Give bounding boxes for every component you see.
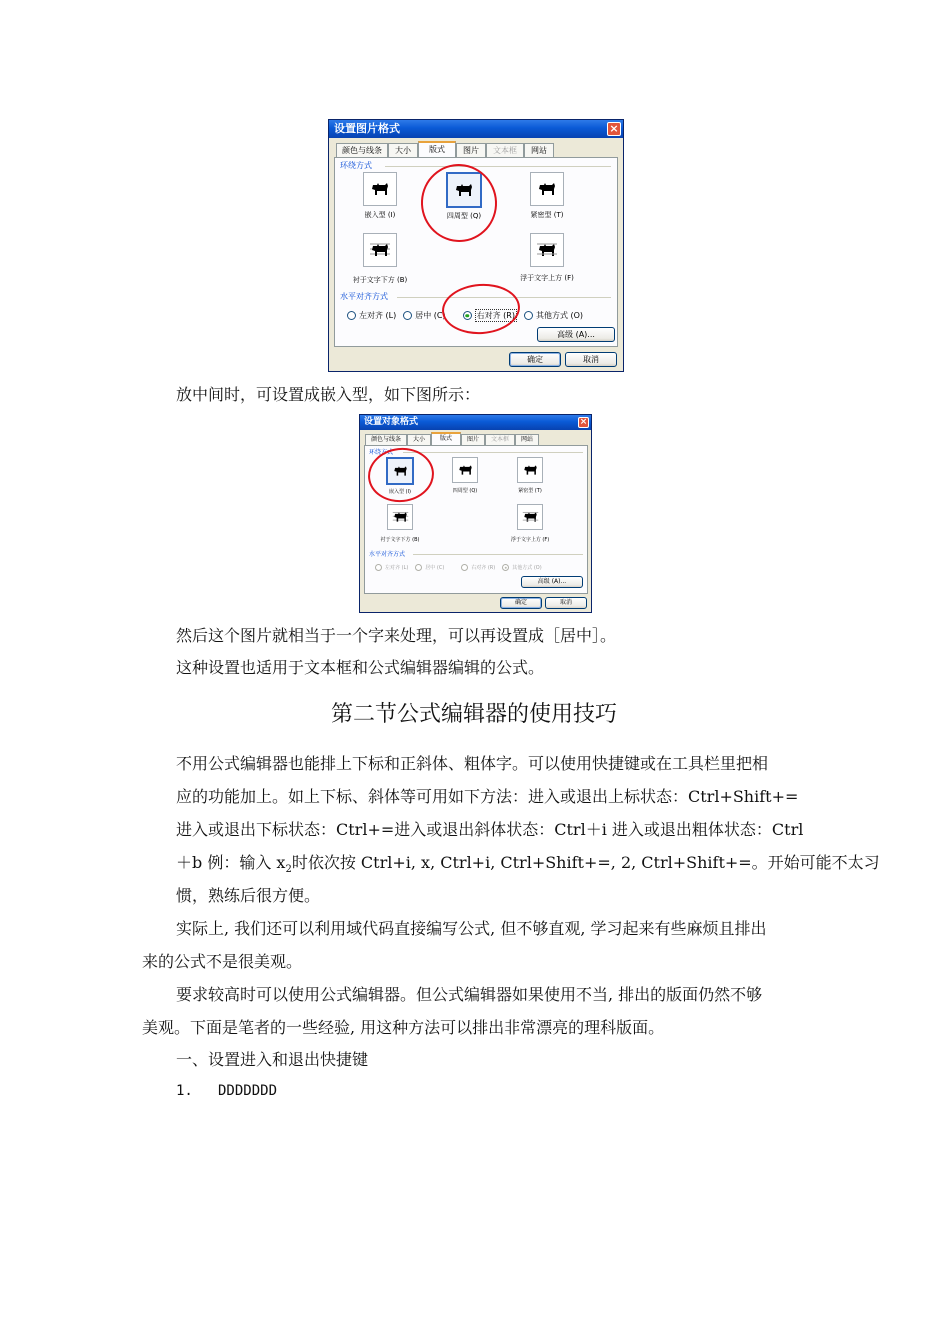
radio-left [375, 564, 408, 571]
paragraph-line: 实际上, 我们还可以利用域代码直接编写公式, 但不够直观, 学习起来有些麻烦且排出 [176, 919, 767, 938]
paragraph-line: 惯，熟练后很方便。 [176, 886, 321, 905]
radio-button[interactable] [524, 311, 533, 320]
in-front-of-text-wrap-icon [517, 504, 543, 530]
wrap-style-label: 环绕方式 [369, 449, 394, 456]
wrap-option-tight[interactable] [510, 457, 550, 494]
paragraph-line: 应的功能加上。如上下标、斜体等可用如下方法：进入或退出上标状态：Ctrl+Shift+= [176, 787, 799, 806]
divider [397, 297, 611, 298]
radio-left[interactable] [347, 310, 396, 321]
in-front-of-text-wrap-icon [530, 233, 564, 267]
paragraph: 一、设置进入和退出快捷键 [176, 1050, 369, 1069]
list-item [176, 1083, 277, 1099]
radio-button[interactable] [347, 311, 356, 320]
tab-size[interactable]: 大小 [388, 143, 418, 157]
tab-colors-lines[interactable]: 颜色与线条 [365, 434, 407, 445]
dialog-title: 设置图片格式 [334, 122, 400, 135]
wrap-option-in-front-of-text[interactable] [503, 504, 557, 543]
wrap-option-inline[interactable] [380, 457, 420, 495]
wrap-option-square[interactable] [445, 457, 485, 494]
paragraph-line: 要求较高时可以使用公式编辑器。但公式编辑器如果使用不当, 排出的版面仍然不够 [176, 985, 763, 1004]
radio-label: 其他方式 (O) [512, 565, 542, 571]
tight-wrap-icon [530, 172, 564, 206]
square-wrap-icon [446, 172, 482, 208]
radio-button [461, 564, 468, 571]
wrap-label: 四周型 (Q) [446, 212, 482, 220]
wrap-label: 浮于文字上方 (F) [510, 537, 550, 543]
radio-label: 右对齐 (R) [476, 311, 515, 320]
wrap-option-in-front-of-text[interactable] [513, 233, 581, 283]
advanced-button[interactable]: 高级 (A)... [537, 327, 615, 342]
square-wrap-icon [452, 457, 478, 483]
tab-size[interactable]: 大小 [407, 434, 431, 445]
radio-center [415, 564, 444, 571]
radio-label: 左对齐 (L) [385, 565, 409, 571]
close-icon[interactable]: × [579, 417, 588, 427]
horizontal-alignment-label: 水平对齐方式 [369, 551, 406, 558]
tab-layout[interactable]: 版式 [431, 432, 461, 445]
close-icon[interactable]: × [607, 122, 621, 136]
divider [385, 166, 611, 167]
wrap-label: 衬于文字下方 (B) [380, 537, 420, 543]
wrap-option-tight[interactable] [522, 172, 572, 220]
wrap-option-inline[interactable] [355, 172, 405, 220]
tab-web[interactable]: 网站 [515, 434, 539, 445]
section-heading: 第二节公式编辑器的使用技巧 [331, 702, 618, 727]
divider [413, 554, 583, 555]
format-object-dialog [359, 414, 592, 613]
radio-label: 其他方式 (O) [535, 311, 584, 320]
paragraph-line: 进入或退出下标状态：Ctrl+=进入或退出斜体状态：Ctrl＋i 进入或退出粗体状态：Ctrl [176, 820, 804, 839]
radio-label: 右对齐 (R) [471, 565, 496, 571]
radio-label: 居中 (C) [425, 565, 445, 571]
text-run: 时依次按 Ctrl+i, x, Ctrl+i, Ctrl+Shift+=, 2, Ctrl+Shift+=。开始可能不太习 [291, 853, 880, 872]
subscript: 2 [285, 864, 292, 876]
radio-other[interactable] [524, 310, 583, 321]
tab-colors-lines[interactable]: 颜色与线条 [336, 143, 388, 157]
tight-wrap-icon [517, 457, 543, 483]
wrap-option-square[interactable] [439, 172, 489, 221]
radio-button [502, 564, 509, 571]
radio-button[interactable] [403, 311, 412, 320]
format-picture-dialog [328, 119, 624, 372]
tab-picture[interactable]: 图片 [461, 434, 485, 445]
inline-wrap-icon [363, 172, 397, 206]
tab-bar [336, 143, 554, 157]
horizontal-alignment-label: 水平对齐方式 [340, 292, 388, 301]
wrap-label: 浮于文字上方 (F) [520, 274, 574, 282]
alignment-radio-group [375, 564, 549, 571]
layout-panel [334, 157, 618, 347]
behind-text-wrap-icon [387, 504, 413, 530]
advanced-button[interactable]: 高级 (A)... [521, 576, 583, 588]
radio-button [375, 564, 382, 571]
wrap-label: 嵌入型 (I) [389, 489, 411, 495]
wrap-label: 衬于文字下方 (B) [352, 276, 408, 284]
layout-panel [364, 445, 588, 594]
radio-right[interactable] [463, 309, 517, 322]
cancel-button[interactable]: 取消 [545, 597, 587, 609]
wrap-option-behind-text[interactable] [347, 233, 413, 285]
cancel-button[interactable]: 取消 [565, 352, 617, 367]
paragraph: 这种设置也适用于文本框和公式编辑器编辑的公式。 [176, 658, 545, 677]
radio-button [415, 564, 422, 571]
radio-other [502, 564, 541, 571]
radio-button[interactable] [463, 311, 472, 320]
tab-bar [365, 434, 539, 445]
paragraph-line: 美观。下面是笔者的一些经验, 用这种方法可以排出非常漂亮的理科版面。 [142, 1018, 665, 1037]
behind-text-wrap-icon [363, 233, 397, 267]
dialog-titlebar [360, 415, 591, 430]
radio-label: 左对齐 (L) [359, 311, 397, 320]
alignment-radio-group [347, 309, 590, 322]
tab-textbox: 文本框 [486, 143, 524, 157]
radio-right [461, 564, 495, 571]
paragraph: 放中间时，可设置成嵌入型，如下图所示： [176, 385, 481, 404]
tab-layout[interactable]: 版式 [418, 141, 456, 157]
dialog-titlebar [329, 120, 623, 138]
wrap-option-behind-text[interactable] [374, 504, 426, 543]
list-text: DDDDDDD [218, 1083, 278, 1099]
radio-label: 居中 (C) [415, 311, 446, 320]
wrap-label: 紧密型 (T) [518, 488, 542, 494]
inline-wrap-icon [386, 457, 414, 485]
paragraph-line: 不用公式编辑器也能排上下标和正斜体、粗体字。可以使用快捷键或在工具栏里把相 [176, 754, 769, 773]
tab-picture[interactable]: 图片 [456, 143, 486, 157]
dialog-title: 设置对象格式 [364, 417, 419, 427]
wrap-label: 四周型 (Q) [452, 488, 478, 494]
tab-textbox: 文本框 [485, 434, 515, 445]
text-run: ＋b 例：输入 x [176, 853, 286, 872]
paragraph: 然后这个图片就相当于一个字来处理，可以再设置成［居中］。 [176, 626, 617, 645]
radio-center[interactable] [403, 310, 445, 321]
tab-web[interactable]: 网站 [524, 143, 554, 157]
ok-button[interactable]: 确定 [509, 352, 561, 367]
wrap-style-label: 环绕方式 [340, 161, 372, 170]
ok-button[interactable]: 确定 [500, 597, 542, 609]
wrap-label: 嵌入型 (I) [364, 211, 396, 219]
paragraph-line: 来的公式不是很美观。 [142, 952, 303, 971]
wrap-label: 紧密型 (T) [530, 211, 564, 219]
divider [403, 452, 583, 453]
list-number: 1. [176, 1083, 193, 1099]
